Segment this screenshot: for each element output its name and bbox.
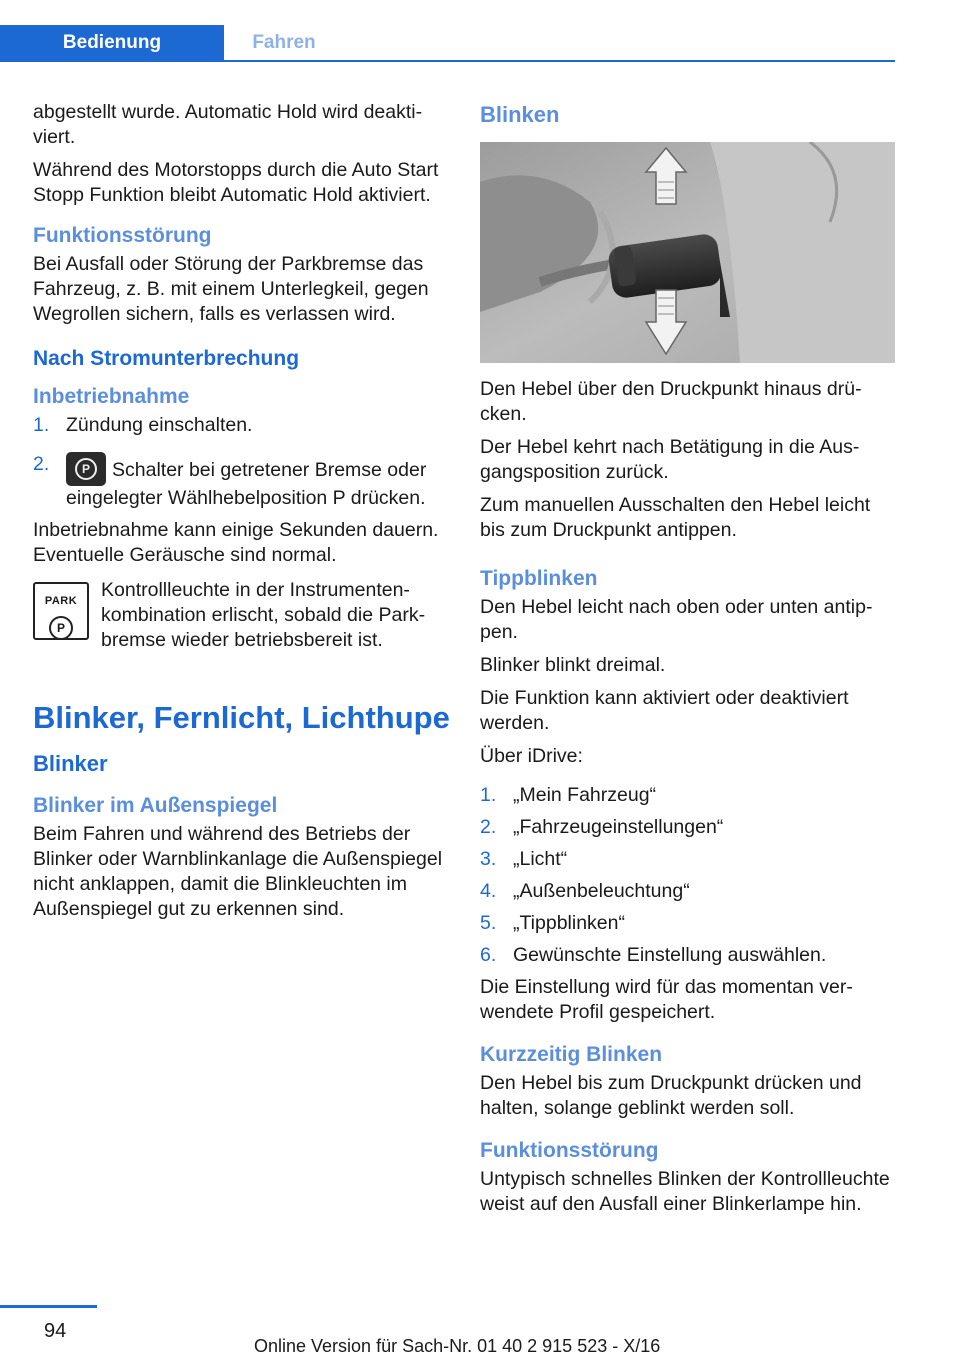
- heading-blinker-aussenspiegel: Blinker im Außenspiegel: [33, 794, 278, 817]
- footer-version-text: Online Version für Sach-Nr. 01 40 2 915 523 - X/16: [254, 1336, 661, 1356]
- park-indicator-symbol: P: [49, 616, 73, 640]
- step-number: 6.: [480, 944, 497, 966]
- right-column: [480, 100, 898, 1225]
- step-number: 2.: [480, 816, 497, 838]
- lever-figure-svg: [480, 142, 895, 363]
- paragraph: Die Funktion kann aktiviert oder deaktiviert werden.: [480, 687, 849, 734]
- left-column: [33, 100, 451, 930]
- indicator-note: [33, 578, 451, 661]
- heading-kurzzeitig-blinken: Kurzzeitig Blinken: [480, 1043, 663, 1066]
- paragraph: Beim Fahren und während des Betriebs der Blinker oder Warnblinkanlage die Außenspiegel nicht anklappen, damit die Blinkleuchten im Außenspiegel gut zu erkennen sind.: [33, 823, 443, 920]
- paragraph: Zum manuellen Ausschalten den Hebel leicht bis zum Druckpunkt antippen.: [480, 494, 871, 541]
- list-item: [33, 452, 451, 511]
- heading-blinker: Blinker: [33, 751, 108, 776]
- paragraph: Während des Motorstopps durch die Auto Start Stopp Funktion bleibt Automatic Hold aktiviert.: [33, 159, 439, 206]
- parking-brake-button-icon: [66, 452, 106, 486]
- paragraph: Bei Ausfall oder Störung der Parkbremse das Fahrzeug, z. B. mit einem Unterlegkeil, gegen Wegrollen sichern, falls es verlassen wird.: [33, 253, 429, 325]
- heading-blinken: Blinken: [480, 102, 560, 127]
- tab-bedienung[interactable]: Bedienung: [0, 25, 224, 61]
- header-tabs: [0, 25, 895, 62]
- paragraph: Den Hebel bis zum Druckpunkt drücken und halten, solange geblinkt werden soll.: [480, 1072, 862, 1119]
- step-text: Zündung einschalten.: [66, 414, 253, 436]
- idrive-steps-list: [480, 783, 898, 968]
- step-number: 1.: [33, 414, 50, 436]
- paragraph: Inbetriebnahme kann einige Sekunden dauern. Eventuelle Geräusche sind normal.: [33, 519, 439, 566]
- park-indicator-label: PARK: [44, 595, 78, 607]
- step-text: „Tippblinken“: [513, 912, 625, 934]
- page-number: 94: [44, 1320, 67, 1342]
- park-indicator-icon: [33, 582, 89, 640]
- paragraph: Untypisch schnelles Blinken der Kontrollleuchte weist auf den Ausfall einer Blinkerlampe hin.: [480, 1168, 890, 1215]
- paragraph: abgestellt wurde. Automatic Hold wird deaktiviert.: [33, 101, 423, 148]
- heading-blinker-fernlicht: Blinker, Fernlicht, Lichthupe: [33, 700, 450, 735]
- paragraph: Der Hebel kehrt nach Betätigung in die Ausgangsposition zurück.: [480, 436, 860, 483]
- parking-symbol: P: [75, 458, 97, 480]
- turn-signal-lever-illustration: [480, 142, 895, 363]
- step-number: 3.: [480, 848, 497, 870]
- list-item: [480, 911, 898, 936]
- tab-fahren[interactable]: Fahren: [252, 32, 316, 53]
- paragraph: Blinker blinkt dreimal.: [480, 654, 666, 676]
- heading-stromunterbrechung: Nach Stromunterbrechung: [33, 347, 300, 370]
- paragraph: Die Einstellung wird für das momentan verwendete Profil gespeichert.: [480, 976, 853, 1023]
- step-number: 5.: [480, 912, 497, 934]
- list-item: [480, 847, 898, 872]
- step-text: Gewünschte Einstellung auswählen.: [513, 944, 827, 966]
- list-item: [480, 943, 898, 968]
- footer-rule: [0, 1305, 97, 1308]
- step-number: 1.: [480, 784, 497, 806]
- step-number: 2.: [33, 453, 50, 475]
- heading-funktionsstoerung: Funktionsstörung: [33, 224, 212, 247]
- step-text: „Fahrzeugeinstellungen“: [513, 816, 724, 838]
- step-text: „Licht“: [513, 848, 568, 870]
- steps-list: [33, 413, 451, 511]
- heading-tippblinken: Tippblinken: [480, 567, 598, 590]
- step-text: „Außenbeleuchtung“: [513, 880, 690, 902]
- step-text: [66, 452, 451, 511]
- list-item: [33, 413, 451, 438]
- list-item: [480, 879, 898, 904]
- paragraph: Über iDrive:: [480, 745, 583, 767]
- paragraph: Kontrollleuchte in der Instrumentenkombination erlischt, sobald die Parkbremse wieder betriebsbereit ist.: [101, 579, 426, 651]
- step-text: „Mein Fahrzeug“: [513, 784, 657, 806]
- paragraph: Den Hebel über den Druckpunkt hinaus drücken.: [480, 378, 862, 425]
- heading-funktionsstoerung-right: Funktionsstörung: [480, 1139, 659, 1162]
- step-text-content: Schalter bei getretener Bremse oder eingelegter Wählhebelposition P drücken.: [66, 459, 427, 509]
- list-item: [480, 783, 898, 808]
- list-item: [480, 815, 898, 840]
- paragraph: Den Hebel leicht nach oben oder unten antippen.: [480, 596, 873, 643]
- step-number: 4.: [480, 880, 497, 902]
- heading-inbetriebnahme: Inbetriebnahme: [33, 385, 190, 408]
